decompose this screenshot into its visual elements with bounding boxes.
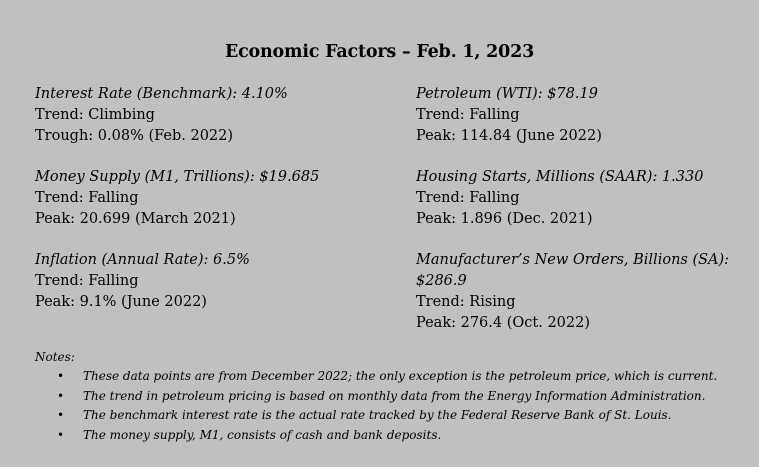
right-column	[416, 84, 746, 354]
notes-list	[35, 367, 745, 445]
factor-trend: Trend: Falling	[35, 190, 139, 206]
factor-inflation	[35, 250, 380, 313]
note-item	[35, 387, 745, 407]
note-text: The benchmark interest rate is the actual rate tracked by the Federal Reserve Bank of St. Louis.	[83, 408, 672, 422]
factor-trend: Trend: Climbing	[35, 107, 155, 123]
factor-new-orders	[416, 250, 746, 334]
factor-extreme: Peak: 1.896 (Dec. 2021)	[416, 211, 593, 227]
factor-extreme: Peak: 9.1% (June 2022)	[35, 294, 207, 310]
note-text: The trend in petroleum pricing is based on monthly data from the Energy Information Administration.	[83, 388, 706, 403]
factor-extreme: Peak: 114.84 (June 2022)	[416, 128, 602, 144]
notes-label: Notes:	[35, 350, 75, 364]
factor-heading: Housing Starts, Millions (SAAR): 1.330	[416, 169, 704, 185]
factor-heading: Interest Rate (Benchmark): 4.10%	[35, 86, 288, 102]
factor-heading: Inflation (Annual Rate): 6.5%	[35, 252, 250, 268]
factor-trend: Trend: Falling	[35, 273, 139, 289]
factor-extreme: Peak: 20.699 (March 2021)	[35, 211, 236, 227]
factor-trend: Trend: Falling	[416, 107, 520, 123]
factor-heading: Manufacturer’s New Orders, Billions (SA): $286.9	[416, 252, 730, 289]
note-item	[35, 426, 745, 446]
page-title: Economic Factors – Feb. 1, 2023	[224, 42, 535, 62]
factor-money-supply	[35, 167, 380, 230]
factor-trend: Trend: Rising	[416, 294, 516, 310]
factor-extreme: Trough: 0.08% (Feb. 2022)	[35, 128, 234, 144]
notes-section	[35, 348, 745, 445]
factor-heading: Petroleum (WTI): $78.19	[416, 86, 598, 102]
note-item	[35, 406, 745, 426]
factor-trend: Trend: Falling	[416, 190, 520, 206]
bullet-icon: •	[57, 427, 65, 442]
factor-heading: Money Supply (M1, Trillions): $19.685	[35, 169, 320, 185]
bullet-icon: •	[57, 408, 65, 422]
factor-housing-starts	[416, 167, 746, 230]
factor-interest-rate	[35, 84, 380, 147]
factor-extreme: Peak: 276.4 (Oct. 2022)	[416, 315, 590, 331]
note-item	[35, 367, 745, 387]
left-column	[35, 84, 380, 333]
note-text: The money supply, M1, consists of cash and bank deposits.	[83, 427, 442, 442]
bullet-icon: •	[57, 369, 65, 383]
note-text: These data points are from December 2022; the only exception is the petroleum price, which is current.	[83, 369, 718, 383]
bullet-icon: •	[57, 388, 65, 403]
factor-petroleum	[416, 84, 746, 147]
